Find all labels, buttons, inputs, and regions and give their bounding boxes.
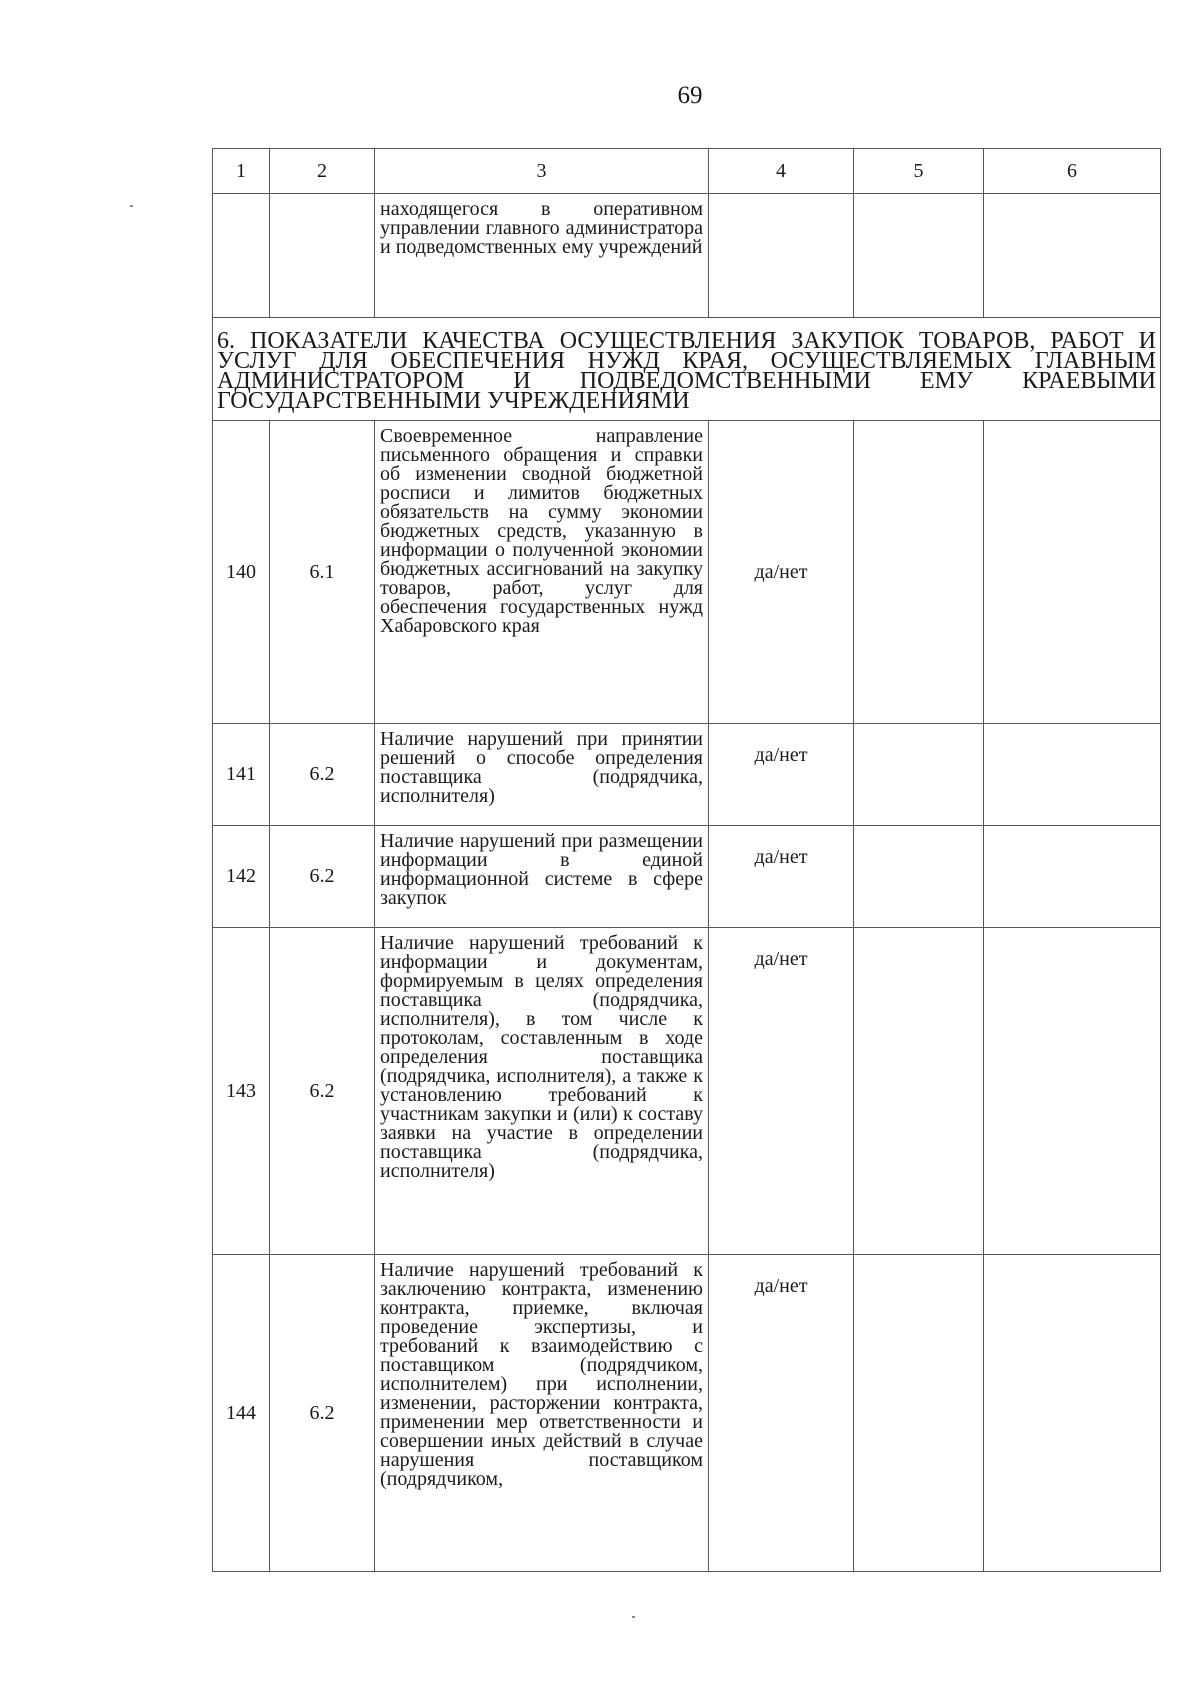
row-code: 6.2 [270,1255,375,1572]
column-header: 4 [709,149,854,194]
row-code: 6.1 [270,421,375,724]
indicator-value: да/нет [709,421,854,724]
page-number: 69 [677,82,703,109]
row-code: 6.2 [270,928,375,1255]
indicators-table [212,148,1161,1572]
empty-cell [984,1255,1161,1572]
table-row [213,1255,1161,1572]
row-code-cell [270,194,375,318]
value-cell [709,194,854,318]
column-header: 1 [213,149,270,194]
indicator-value: да/нет [709,724,854,826]
row-number: 143 [213,928,270,1255]
column-header: 6 [984,149,1161,194]
table-row [213,421,1161,724]
indicator-description: Наличие нарушений требований к информации и документам, формируемым в целях определения поставщика (подрядчика, исполнителя), в том числе к протоколам, составленным в ходе определения поставщика (подрядчика, исполнителя), а также к установлению требований к участникам закупки и (или) к составу заявки на участие в определении поставщика (подрядчика, исполнителя) [375,928,709,1255]
row-code: 6.2 [270,826,375,928]
indicator-value: да/нет [709,928,854,1255]
empty-cell [984,194,1161,318]
section-title: 6. ПОКАЗАТЕЛИ КАЧЕСТВА ОСУЩЕСТВЛЕНИЯ ЗАКУПОК ТОВАРОВ, РАБОТ И УСЛУГ ДЛЯ ОБЕСПЕЧЕНИЯ НУЖД КРАЯ, ОСУЩЕСТВЛЯЕМЫХ ГЛАВНЫМ АДМИНИСТРАТОРОМ И ПОДВЕДОМСТВЕННЫМИ ЕМУ КРАЕВЫМИ ГОСУДАРСТВЕННЫМИ УЧРЕЖДЕНИЯМИ [213,318,1161,421]
table-row [213,826,1161,928]
empty-cell [854,1255,984,1572]
column-header: 2 [270,149,375,194]
indicator-value: да/нет [709,826,854,928]
indicator-description: Наличие нарушений при размещении информации в единой информационной системе в сфере закупок [375,826,709,928]
section-row [213,318,1161,421]
row-code: 6.2 [270,724,375,826]
indicator-value: да/нет [709,1255,854,1572]
row-number: 141 [213,724,270,826]
row-number: 140 [213,421,270,724]
empty-cell [854,826,984,928]
indicator-description: Наличие нарушений при принятии решений о способе определения поставщика (подрядчика, исполнителя) [375,724,709,826]
empty-cell [854,194,984,318]
empty-cell [854,724,984,826]
scan-speck [130,205,133,207]
row-number-cell [213,194,270,318]
empty-cell [984,421,1161,724]
table-row-continued [213,194,1161,318]
table-header-row [213,149,1161,194]
empty-cell [984,826,1161,928]
scan-speck [632,1616,635,1618]
row-number: 142 [213,826,270,928]
row-number: 144 [213,1255,270,1572]
table-row [213,928,1161,1255]
empty-cell [984,724,1161,826]
column-header: 3 [375,149,709,194]
empty-cell [854,928,984,1255]
empty-cell [854,421,984,724]
indicator-description: находящегося в оперативном управлении главного администратора и подведомственных ему учреждений [375,194,709,318]
column-header: 5 [854,149,984,194]
empty-cell [984,928,1161,1255]
table-row [213,724,1161,826]
indicator-description: Своевременное направление письменного обращения и справки об изменении сводной бюджетной росписи и лимитов бюджетных обязательств на сумму экономии бюджетных средств, указанную в информации о полученной экономии бюджетных ассигнований на закупку товаров, работ, услуг для обеспечения государственных нужд Хабаровского края [375,421,709,724]
indicator-description: Наличие нарушений требований к заключению контракта, изменению контракта, приемке, включая проведение экспертизы, и требований к взаимодействию с поставщиком (подрядчиком, исполнителем) при исполнении, изменении, расторжении контракта, применении мер ответственности и совершении иных действий в случае нарушения поставщиком (подрядчиком, [375,1255,709,1572]
